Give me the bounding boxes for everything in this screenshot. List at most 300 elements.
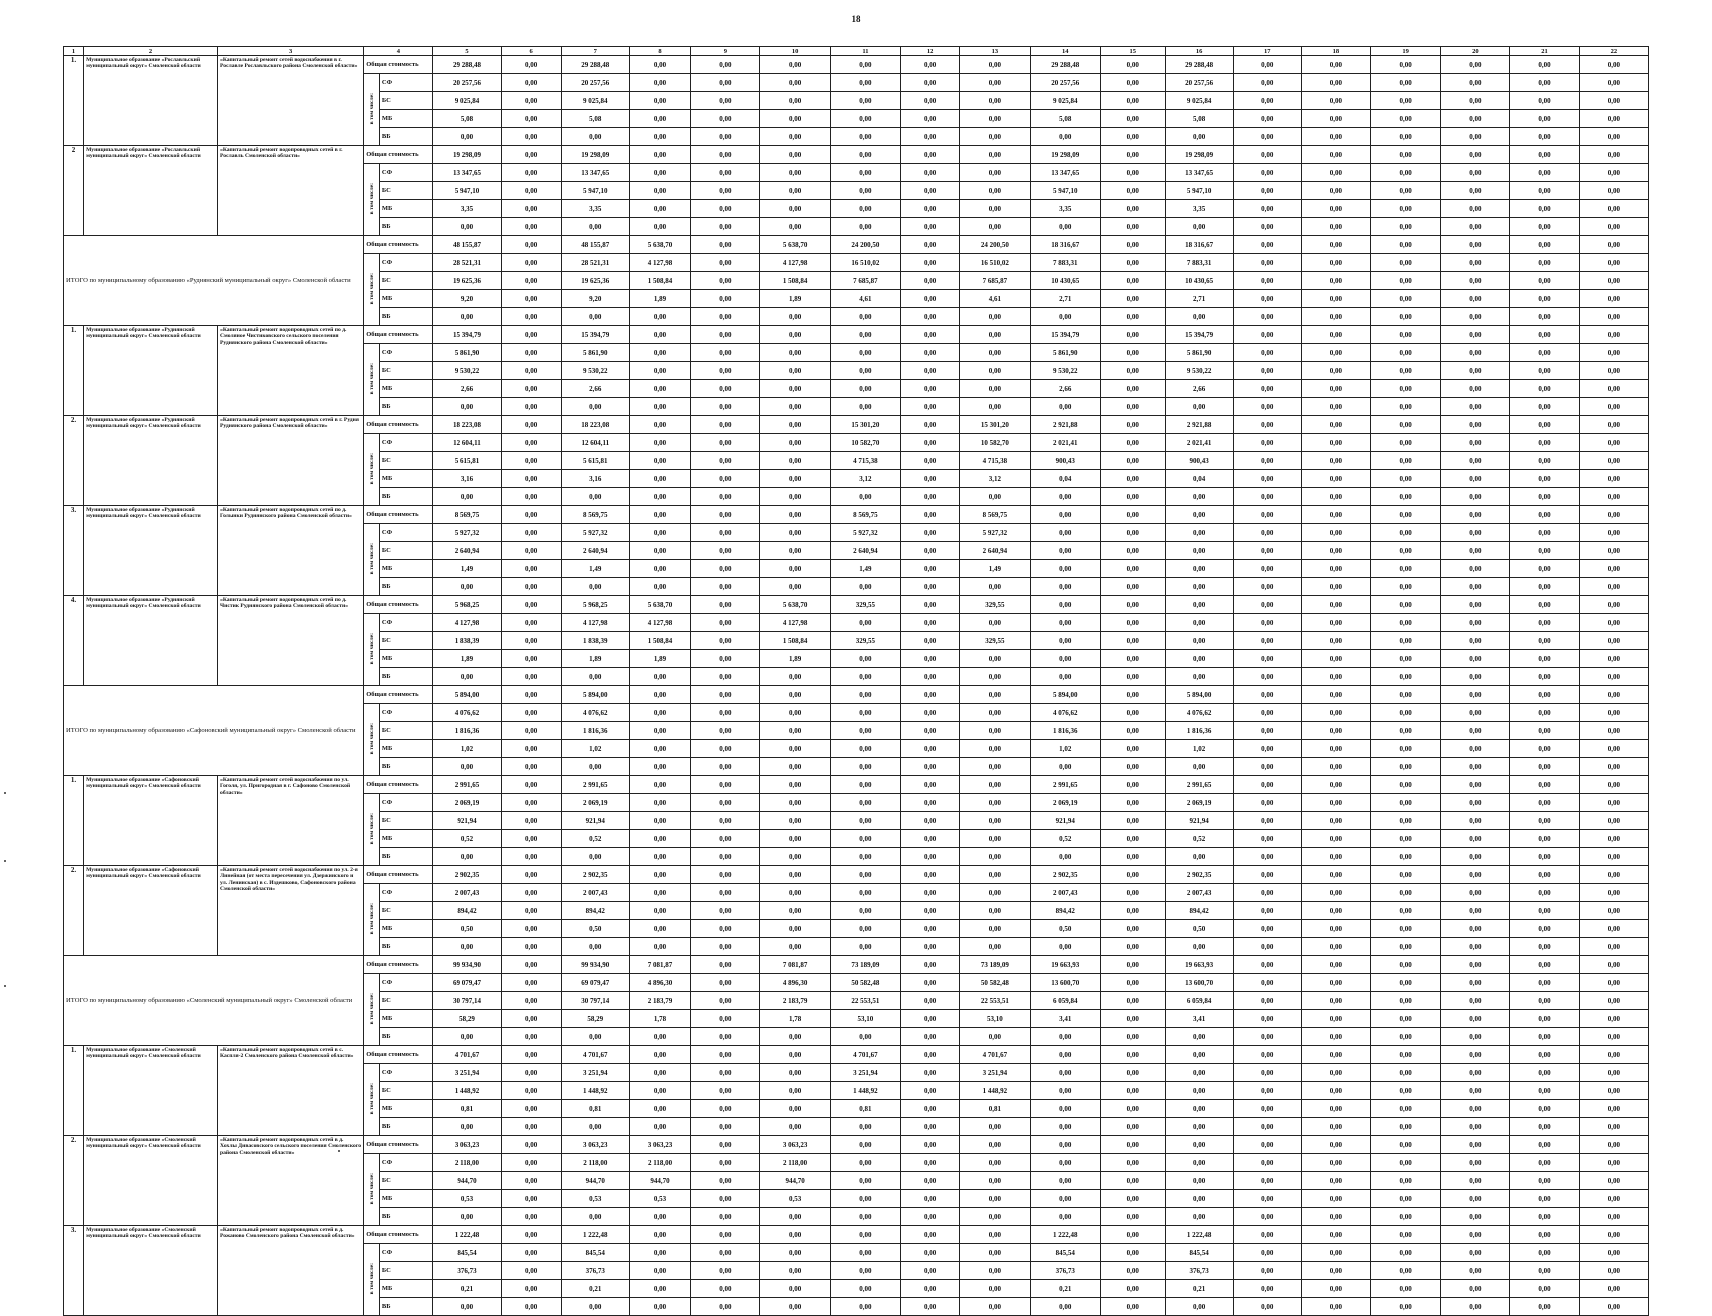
funding-source-label: СФ [379, 614, 433, 632]
value-cell: 0,00 [1441, 344, 1510, 362]
value-cell: 329,55 [830, 596, 900, 614]
value-cell: 0,00 [1233, 398, 1301, 416]
value-cell: 0,00 [1510, 488, 1579, 506]
value-cell: 0,00 [1301, 416, 1370, 434]
value-cell: 15 394,79 [561, 326, 629, 344]
value-cell: 0,00 [901, 1046, 960, 1064]
value-cell: 0,00 [1370, 218, 1440, 236]
value-cell: 0,00 [1233, 830, 1301, 848]
value-cell: 0,00 [1100, 200, 1165, 218]
value-cell: 0,00 [501, 992, 561, 1010]
value-cell: 0,00 [501, 434, 561, 452]
value-cell: 13 600,70 [1030, 974, 1100, 992]
value-cell: 0,00 [1100, 254, 1165, 272]
value-cell: 2 921,88 [1030, 416, 1100, 434]
value-cell: 0,00 [501, 812, 561, 830]
row-number: 1. [64, 776, 84, 866]
value-cell: 0,00 [1100, 542, 1165, 560]
value-cell: 0,00 [501, 398, 561, 416]
value-cell: 0,00 [1579, 506, 1648, 524]
including-label [364, 434, 380, 506]
value-cell: 0,00 [830, 1118, 900, 1136]
value-cell: 0,00 [1510, 524, 1579, 542]
value-cell: 0,00 [691, 686, 760, 704]
value-cell: 0,00 [1100, 182, 1165, 200]
value-cell: 0,00 [629, 506, 690, 524]
value-cell: 0,00 [830, 1280, 900, 1298]
value-cell: 0,00 [1100, 776, 1165, 794]
value-cell: 0,53 [760, 1190, 830, 1208]
value-cell: 3 251,94 [830, 1064, 900, 1082]
value-cell: 0,50 [561, 920, 629, 938]
value-cell: 0,00 [629, 902, 690, 920]
value-cell: 0,00 [1233, 704, 1301, 722]
value-cell: 1 448,92 [561, 1082, 629, 1100]
object-name: «Капитальный ремонт сетей водоснабжения по ул. 2-я Линейная (от места пересечения ул. Дзержинского и ул. Ленинская) в с. Издешково, Сафоновского района Смоленской области» [218, 866, 364, 956]
value-cell: 0,00 [901, 344, 960, 362]
value-cell: 0,00 [1233, 254, 1301, 272]
funding-source-label: ВБ [379, 488, 433, 506]
value-cell: 0,00 [629, 1226, 690, 1244]
value-cell: 0,00 [1100, 974, 1165, 992]
value-cell: 15 394,79 [433, 326, 501, 344]
value-cell: 3,41 [1030, 1010, 1100, 1028]
value-cell: 0,00 [760, 794, 830, 812]
value-cell: 0,00 [1233, 326, 1301, 344]
total-row [64, 686, 1649, 704]
value-cell: 0,00 [501, 704, 561, 722]
value-cell: 0,00 [901, 884, 960, 902]
total-cost-label: Общая стоимость [364, 1226, 433, 1244]
value-cell: 0,00 [1510, 254, 1579, 272]
value-cell: 0,00 [1030, 1172, 1100, 1190]
value-cell: 0,00 [629, 1082, 690, 1100]
header-col-number: 4 [364, 47, 433, 56]
value-cell: 0,00 [830, 920, 900, 938]
value-cell: 0,00 [1579, 560, 1648, 578]
value-cell: 0,00 [629, 470, 690, 488]
value-cell: 0,52 [433, 830, 501, 848]
funding-source-label: МБ [379, 1100, 433, 1118]
value-cell: 0,00 [1441, 470, 1510, 488]
value-cell: 0,00 [1579, 416, 1648, 434]
value-cell: 99 934,90 [561, 956, 629, 974]
value-cell: 0,00 [901, 326, 960, 344]
total-cost-label: Общая стоимость [364, 326, 433, 344]
value-cell: 0,00 [1100, 794, 1165, 812]
value-cell: 29 288,48 [561, 56, 629, 74]
value-cell: 0,00 [760, 344, 830, 362]
value-cell: 5,08 [433, 110, 501, 128]
value-cell: 0,00 [760, 416, 830, 434]
value-cell: 0,00 [501, 218, 561, 236]
value-cell: 0,00 [1510, 236, 1579, 254]
value-cell: 0,00 [1441, 614, 1510, 632]
value-cell: 4 076,62 [433, 704, 501, 722]
value-cell: 0,00 [1510, 974, 1579, 992]
value-cell: 0,00 [691, 434, 760, 452]
value-cell: 0,00 [629, 848, 690, 866]
value-cell: 0,00 [1441, 866, 1510, 884]
value-cell: 0,00 [1301, 902, 1370, 920]
value-cell: 0,00 [1030, 758, 1100, 776]
value-cell: 0,00 [1233, 146, 1301, 164]
value-cell: 0,00 [691, 992, 760, 1010]
value-cell: 0,00 [960, 722, 1030, 740]
value-cell: 0,00 [1301, 1208, 1370, 1226]
value-cell: 2 021,41 [1030, 434, 1100, 452]
value-cell: 0,00 [629, 398, 690, 416]
value-cell: 0,00 [1233, 956, 1301, 974]
value-cell: 0,00 [1233, 650, 1301, 668]
value-cell: 0,00 [1579, 380, 1648, 398]
total-cost-label: Общая стоимость [364, 1046, 433, 1064]
value-cell: 900,43 [1030, 452, 1100, 470]
value-cell: 0,00 [1510, 1082, 1579, 1100]
value-cell: 0,00 [629, 938, 690, 956]
value-cell: 0,00 [1441, 992, 1510, 1010]
value-cell: 0,00 [960, 146, 1030, 164]
value-cell: 0,00 [1165, 398, 1233, 416]
value-cell: 0,00 [691, 1064, 760, 1082]
value-cell: 3 063,23 [561, 1136, 629, 1154]
value-cell: 1,02 [1165, 740, 1233, 758]
value-cell: 18 316,67 [1030, 236, 1100, 254]
value-cell: 0,00 [1100, 884, 1165, 902]
value-cell: 0,00 [760, 1280, 830, 1298]
value-cell: 0,00 [1100, 452, 1165, 470]
value-cell: 0,21 [1165, 1280, 1233, 1298]
total-cost-label: Общая стоимость [364, 686, 433, 704]
value-cell: 0,00 [1301, 128, 1370, 146]
value-cell: 4 896,30 [629, 974, 690, 992]
value-cell: 0,00 [960, 668, 1030, 686]
value-cell: 0,00 [1579, 164, 1648, 182]
value-cell: 0,00 [901, 1172, 960, 1190]
value-cell: 0,00 [960, 1118, 1030, 1136]
value-cell: 0,00 [629, 560, 690, 578]
value-cell: 0,00 [1370, 1100, 1440, 1118]
value-cell: 0,00 [1100, 164, 1165, 182]
value-cell: 48 155,87 [561, 236, 629, 254]
value-cell: 0,00 [1233, 560, 1301, 578]
value-cell: 0,00 [1370, 488, 1440, 506]
value-cell: 0,00 [901, 812, 960, 830]
value-cell: 0,00 [1165, 1028, 1233, 1046]
value-cell: 69 079,47 [433, 974, 501, 992]
value-cell: 0,00 [760, 434, 830, 452]
value-cell: 0,00 [1370, 380, 1440, 398]
value-cell: 24 200,50 [960, 236, 1030, 254]
value-cell: 0,00 [1165, 1118, 1233, 1136]
value-cell: 0,00 [561, 308, 629, 326]
value-cell: 0,00 [1301, 506, 1370, 524]
value-cell: 0,00 [501, 326, 561, 344]
value-cell: 0,00 [1030, 1298, 1100, 1316]
value-cell: 1 448,92 [433, 1082, 501, 1100]
municipality-name: Муниципальное образование «Рославльский муниципальный округ» Смоленской области [84, 146, 218, 236]
value-cell: 0,00 [830, 1262, 900, 1280]
value-cell: 0,00 [433, 398, 501, 416]
value-cell: 0,00 [1233, 362, 1301, 380]
value-cell: 0,00 [1233, 686, 1301, 704]
value-cell: 0,00 [760, 92, 830, 110]
value-cell: 0,00 [1579, 326, 1648, 344]
header-col-number: 2 [84, 47, 218, 56]
value-cell: 0,00 [760, 110, 830, 128]
value-cell: 0,00 [1370, 1244, 1440, 1262]
value-cell: 4 701,67 [830, 1046, 900, 1064]
value-cell: 0,00 [1579, 1190, 1648, 1208]
funding-source-label: СФ [379, 1154, 433, 1172]
value-cell: 0,00 [691, 1262, 760, 1280]
value-cell: 0,00 [501, 1010, 561, 1028]
value-cell: 0,00 [691, 902, 760, 920]
value-cell: 0,00 [691, 1298, 760, 1316]
value-cell: 0,00 [501, 1100, 561, 1118]
value-cell: 0,00 [691, 938, 760, 956]
value-cell: 0,00 [691, 560, 760, 578]
value-cell: 0,00 [1579, 848, 1648, 866]
object-name: «Капитальный ремонт водопроводных сетей в г. Рославль Смоленской области» [218, 146, 364, 236]
value-cell: 0,00 [1579, 1226, 1648, 1244]
value-cell: 0,00 [1301, 92, 1370, 110]
value-cell: 0,00 [1370, 236, 1440, 254]
value-cell: 69 079,47 [561, 974, 629, 992]
value-cell: 0,00 [433, 128, 501, 146]
municipality-name: Муниципальное образование «Смоленский муниципальный округ» Смоленской области [84, 1046, 218, 1136]
value-cell: 0,00 [960, 1298, 1030, 1316]
value-cell: 0,00 [1510, 128, 1579, 146]
value-cell: 0,00 [1301, 974, 1370, 992]
value-cell: 0,00 [1233, 218, 1301, 236]
value-cell: 0,00 [830, 74, 900, 92]
object-row [64, 776, 1649, 794]
value-cell: 0,00 [1579, 182, 1648, 200]
value-cell: 0,00 [960, 182, 1030, 200]
value-cell: 0,00 [1510, 146, 1579, 164]
header-col-number: 17 [1233, 47, 1301, 56]
value-cell: 29 288,48 [433, 56, 501, 74]
value-cell: 0,00 [901, 758, 960, 776]
value-cell: 0,00 [691, 236, 760, 254]
value-cell: 0,00 [691, 524, 760, 542]
value-cell: 944,70 [433, 1172, 501, 1190]
value-cell: 0,00 [1441, 632, 1510, 650]
value-cell: 0,00 [1030, 614, 1100, 632]
value-cell: 0,00 [1100, 1082, 1165, 1100]
value-cell: 0,00 [1370, 470, 1440, 488]
value-cell: 0,00 [1441, 308, 1510, 326]
value-cell: 4,61 [960, 290, 1030, 308]
object-name: «Капитальный ремонт водопроводных сетей в д. Хохлы Дивасовского сельского поселения Смоленского района Смоленской области» [218, 1136, 364, 1226]
value-cell: 0,00 [830, 218, 900, 236]
value-cell: 0,00 [1030, 1154, 1100, 1172]
value-cell: 4 701,67 [960, 1046, 1030, 1064]
value-cell: 0,00 [629, 1028, 690, 1046]
row-number: 1. [64, 326, 84, 416]
value-cell: 0,00 [1510, 1010, 1579, 1028]
value-cell: 0,00 [1100, 380, 1165, 398]
value-cell: 0,00 [1301, 164, 1370, 182]
object-name: «Капитальный ремонт водопроводных сетей в г. Рудня Руднянского района Смоленской области» [218, 416, 364, 506]
value-cell: 1 508,84 [760, 272, 830, 290]
value-cell: 9 530,22 [1030, 362, 1100, 380]
value-cell: 0,00 [960, 164, 1030, 182]
value-cell: 0,00 [1233, 1046, 1301, 1064]
value-cell: 0,00 [1579, 632, 1648, 650]
value-cell: 0,00 [1165, 650, 1233, 668]
value-cell: 0,00 [629, 308, 690, 326]
value-cell: 0,00 [1579, 1046, 1648, 1064]
value-cell: 0,00 [691, 668, 760, 686]
value-cell: 0,00 [691, 920, 760, 938]
value-cell: 0,00 [1370, 506, 1440, 524]
value-cell: 0,00 [1100, 668, 1165, 686]
value-cell: 0,00 [1441, 434, 1510, 452]
value-cell: 0,00 [1100, 326, 1165, 344]
funding-source-label: БС [379, 92, 433, 110]
value-cell: 0,00 [1370, 308, 1440, 326]
value-cell: 0,00 [1510, 776, 1579, 794]
value-cell: 0,00 [691, 452, 760, 470]
value-cell: 0,00 [1370, 398, 1440, 416]
funding-source-label: СФ [379, 974, 433, 992]
value-cell: 0,00 [901, 434, 960, 452]
value-cell: 0,00 [1579, 1136, 1648, 1154]
value-cell: 0,00 [1370, 578, 1440, 596]
value-cell: 0,00 [1233, 974, 1301, 992]
value-cell: 0,00 [1030, 596, 1100, 614]
value-cell: 0,00 [760, 1100, 830, 1118]
value-cell: 0,00 [1233, 110, 1301, 128]
value-cell: 50 582,48 [830, 974, 900, 992]
value-cell: 0,00 [1579, 1280, 1648, 1298]
value-cell: 0,00 [1301, 668, 1370, 686]
value-cell: 0,00 [760, 1262, 830, 1280]
value-cell: 0,00 [1030, 1082, 1100, 1100]
value-cell: 845,54 [433, 1244, 501, 1262]
value-cell: 0,00 [760, 560, 830, 578]
value-cell: 1,49 [830, 560, 900, 578]
value-cell: 0,00 [1301, 704, 1370, 722]
value-cell: 0,00 [691, 740, 760, 758]
value-cell: 0,04 [1165, 470, 1233, 488]
value-cell: 0,00 [1510, 938, 1579, 956]
value-cell: 0,00 [501, 650, 561, 668]
value-cell: 0,00 [1441, 776, 1510, 794]
value-cell: 0,00 [501, 74, 561, 92]
header-col-number: 11 [830, 47, 900, 56]
value-cell: 5 894,00 [1165, 686, 1233, 704]
value-cell: 0,00 [1233, 128, 1301, 146]
value-cell: 0,00 [629, 866, 690, 884]
value-cell: 0,00 [1370, 74, 1440, 92]
value-cell: 0,00 [629, 344, 690, 362]
value-cell: 0,00 [1370, 200, 1440, 218]
value-cell: 0,00 [760, 488, 830, 506]
value-cell: 0,00 [691, 146, 760, 164]
value-cell: 0,00 [501, 578, 561, 596]
value-cell: 0,00 [1100, 236, 1165, 254]
value-cell: 29 288,48 [1030, 56, 1100, 74]
including-text: в том числе: [368, 272, 375, 305]
value-cell: 0,00 [1370, 722, 1440, 740]
value-cell: 0,81 [960, 1100, 1030, 1118]
value-cell: 0,00 [1100, 434, 1165, 452]
value-cell: 0,00 [1301, 1226, 1370, 1244]
value-cell: 3 251,94 [561, 1064, 629, 1082]
value-cell: 0,00 [1510, 848, 1579, 866]
value-cell: 0,00 [1510, 1118, 1579, 1136]
header-col-number: 19 [1370, 47, 1440, 56]
value-cell: 0,00 [760, 776, 830, 794]
value-cell: 0,00 [830, 830, 900, 848]
header-col-number: 22 [1579, 47, 1648, 56]
value-cell: 0,00 [1030, 308, 1100, 326]
total-cost-label: Общая стоимость [364, 596, 433, 614]
value-cell: 0,00 [960, 398, 1030, 416]
value-cell: 921,94 [1030, 812, 1100, 830]
value-cell: 0,00 [1165, 1208, 1233, 1226]
value-cell: 5 927,32 [561, 524, 629, 542]
value-cell: 19 663,93 [1030, 956, 1100, 974]
including-label [364, 704, 380, 776]
value-cell: 0,00 [901, 938, 960, 956]
value-cell: 0,00 [1233, 1172, 1301, 1190]
value-cell: 0,00 [691, 632, 760, 650]
value-cell: 0,00 [1370, 1028, 1440, 1046]
value-cell: 20 257,56 [1030, 74, 1100, 92]
value-cell: 0,00 [1233, 1064, 1301, 1082]
total-cost-label: Общая стоимость [364, 146, 433, 164]
value-cell: 0,00 [1100, 1064, 1165, 1082]
value-cell: 0,00 [1233, 416, 1301, 434]
value-cell: 0,00 [901, 650, 960, 668]
value-cell: 0,00 [960, 1244, 1030, 1262]
value-cell: 0,00 [1100, 704, 1165, 722]
value-cell: 0,00 [433, 758, 501, 776]
value-cell: 0,00 [501, 182, 561, 200]
value-cell: 18 223,08 [561, 416, 629, 434]
value-cell: 13 347,65 [433, 164, 501, 182]
header-col-number: 16 [1165, 47, 1233, 56]
value-cell: 0,00 [501, 470, 561, 488]
value-cell: 1,89 [433, 650, 501, 668]
municipality-name: Муниципальное образование «Рославльский муниципальный округ» Смоленской области [84, 56, 218, 146]
value-cell: 0,00 [960, 344, 1030, 362]
value-cell: 0,00 [1510, 1154, 1579, 1172]
including-label [364, 614, 380, 686]
value-cell: 0,00 [1579, 974, 1648, 992]
value-cell: 0,00 [1233, 164, 1301, 182]
value-cell: 0,00 [1441, 1298, 1510, 1316]
value-cell: 0,00 [629, 668, 690, 686]
value-cell: 0,00 [501, 1028, 561, 1046]
value-cell: 0,21 [433, 1280, 501, 1298]
value-cell: 0,00 [1030, 938, 1100, 956]
total-cost-label: Общая стоимость [364, 236, 433, 254]
value-cell: 0,00 [1370, 758, 1440, 776]
value-cell: 0,00 [501, 236, 561, 254]
value-cell: 0,00 [960, 884, 1030, 902]
value-cell: 0,00 [1370, 56, 1440, 74]
value-cell: 0,00 [691, 884, 760, 902]
value-cell: 0,00 [1100, 110, 1165, 128]
value-cell: 0,00 [1579, 704, 1648, 722]
object-row [64, 326, 1649, 344]
value-cell: 0,00 [901, 632, 960, 650]
